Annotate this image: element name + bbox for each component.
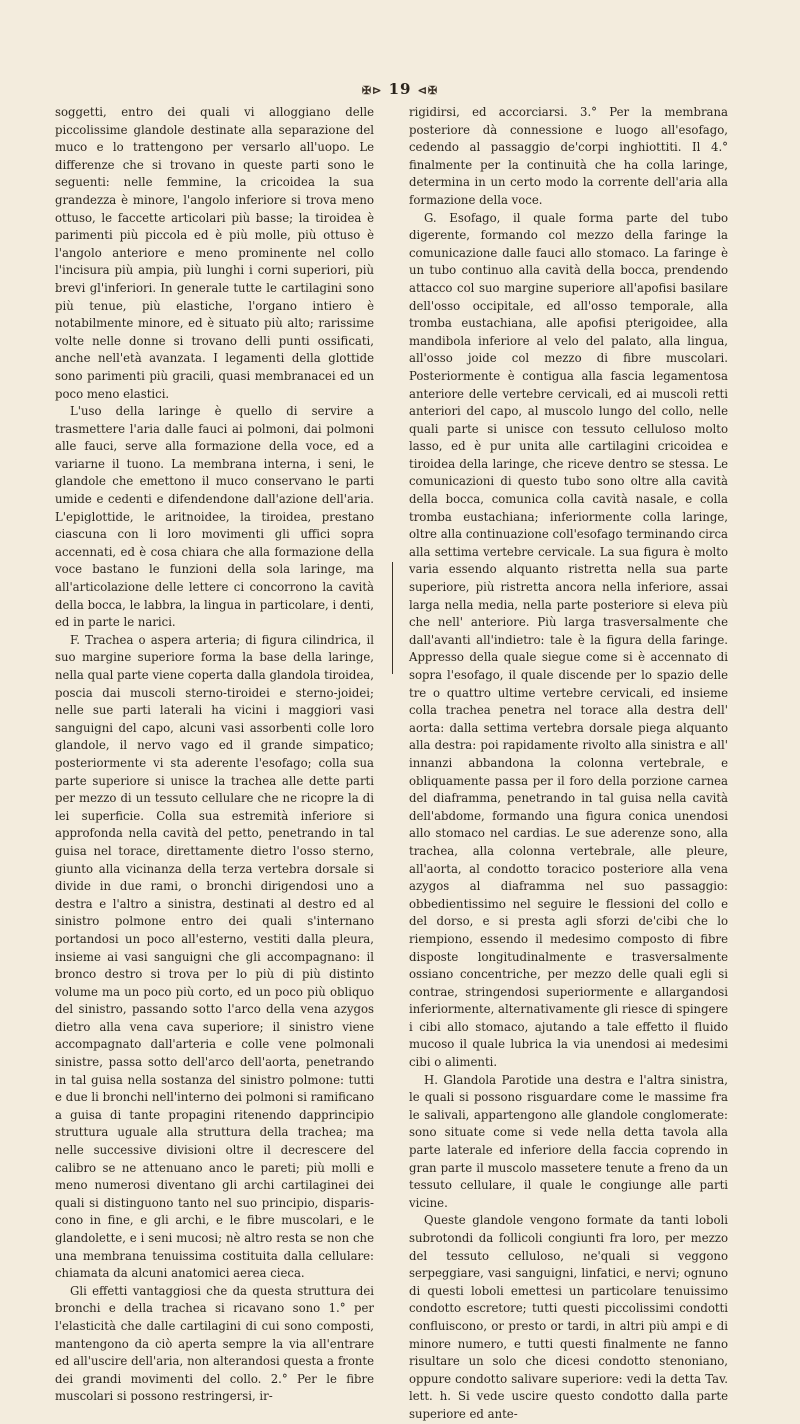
right-ornament-icon: ⊲✠ (417, 84, 439, 97)
paragraph: Gli effetti vantaggiosi che da questa struttura dei bronchi e della trachea si ricavano sono 1.° per l'elasticità che dalle cartilagini di cui sono composti, mantengono da ciò aperta sempre la via all'entrare ed all'uscire dell'aria, non alterandosi questa a fronte dei grandi movimenti del collo. 2.° Per le fibre muscolari si possono restringersi, ir- (55, 1283, 374, 1404)
left-column (55, 104, 374, 1406)
page-number: 19 (388, 80, 412, 98)
paragraph: L'uso della laringe è quello di servire a trasmettere l'aria dalle fauci ai polmoni, dai polmoni alle fauci, serve alla formazione della voce, ed a variarne il tuono. La membrana interna, i seni, le glandole che emettono il muco conservano le parti umide e cedenti e difendendone dall'azione dell'aria. L'epiglottide, le aritnoidee, la tiroidea, prestano ciascuna con li loro movimenti gli uffici sopra accennati, ed è cosa chiara che alla formazione della voce bastano le funzioni della sola laringe, ma all'articolazione delle lettere ci concorrono la cavità della bocca, le labbra, la lingua in particolare, i denti, ed in parte le narici. (55, 404, 374, 630)
paragraph: rigidirsi, ed accorciarsi. 3.° Per la membrana posteriore dà connessione e luogo all'esofago, cedendo al passaggio de'corpi inghiottiti. Il 4.° finalmente per la continuità che ha colla laringe, determina in un certo modo la corrente dell'aria alla formazione della voce. (409, 105, 728, 207)
paragraph: soggetti, entro dei quali vi alloggiano delle piccolissime glandole destinate alla separazione del muco e lo trattengono per versarlo all'uopo. Le differenze che si trovano in queste parti sono le seguenti: nelle femmine, la cricoidea la sua grandezza è minore, l'angolo inferiore si trova meno ottuso, le faccette articolari più basse; la tiroidea è parimenti più piccola ed è più molle, più ottuso è l'angolo anteriore e meno prominente nel collo l'incisura più ampia, più lunghi i corni superiori, più brevi gl'inferiori. In generale tutte le cartilagini sono più tenue, più elastiche, l'organo intiero è notabilmente minore, ed è situato più alto; rarissime volte nelle donne si trovano delli punti ossificati, anche nell'età avanzata. I legamenti della glottide sono parimenti più gracili, quasi membranacei ed un poco meno elastici. (55, 105, 374, 401)
paragraph: Queste glandole vengono formate da tanti loboli subrotondi da follicoli congiunti fra loro, per mezzo del tessuto celluloso, ne'quali si veggono serpeggiare, vasi sanguigni, linfatici, e nervi; ognuno di questi loboli emettesi un particolare tenuissimo condotto escretore; tutti questi piccolissimi condotti confluiscono, or presto or tardi, in altri più ampi e di minore numero, e tutti questi finalmente ne fanno risultare un solo che dicesi condotto stenoniano, oppure condotto salivare superiore: vedi la detta Tav. lett. h. Si vede uscire questo condotto dalla parte superiore ed ante- (409, 1213, 728, 1421)
paragraph: F. Trachea o aspera arteria; di figura cilindrica, il suo margine superiore forma la base della laringe, nella qual parte viene coperta dalla glandola tiroidea, poscia dai muscoli sterno-tiroidei e sterno-joidei; nelle sue parti laterali ha vicini i maggiori vasi sanguigni del capo, alcuni vasi assorbenti colle loro glandole, il nervo vago ed il grande simpatico; posteriormente vi sta aderente l'esofago; colla sua parte superiore si unisce la trachea alle dette parti per mezzo di un tessuto cellulare che ne ricopre la di lei superficie. Colla sua estremità inferiore si approfonda nella cavità del petto, penetrando in tal guisa nel torace, direttamente dietro l'osso sterno, giunto alla vicinanza della terza vertebra dorsale si divide in due rami, o bronchi dirigendosi uno a destra e l'altro a sinistra, destinati al destro ed al sinistro polmone entro dei quali s'internano portandosi un poco all'esterno, vestiti dalla pleura, insieme ai vasi sanguigni che gli accompagnano: il bronco destro si trova per lo più di più distinto volume ma un poco più corto, ed un poco più obliquo del sinistro, passando sotto l'arco della vena azygos dietro alla vena cava superiore; il sinistro viene accompagnato dall'arteria e colle vene polmonali sinistre, passa sotto dell'arco dell'aorta, penetrando in tal guisa nella sostanza del sinistro polmone: tutti e due li bronchi nell'interno dei polmoni si ramificano a guisa di tante propagini ritenendo dapprincipio struttura uguale alla struttura della trachea; ma nelle successive divisioni oltre il decrescere del calibro se ne attenuano anco le pareti; più molli e meno numerosi diventano gli archi cartilaginei dei quali si distinguono tanto nel suo principio, dispariscono in fine, e gli archi, e le fibre muscolari, e le glandolette, e i seni mucosi; nè altro resta se non che una membrana tenuissima costituita dalla cellulare: chiamata da alcuni anatomici aerea cieca. (55, 632, 374, 1281)
paragraph: G. Esofago, il quale forma parte del tubo digerente, formando col mezzo della faringe la comunicazione dalle fauci allo stomaco. La faringe è un tubo continuo alla cavità della bocca, prendendo attacco col suo margine superiore all'apofisi basilare dell'osso occipitale, ed all'osso temporale, alla tromba eustachiana, alle apofisi pterigoidee, alla mandibola inferiore al velo del palato, alla lingua, all'osso joide col mezzo di fibre muscolari. Posteriormente è contigua alla fascia legamentosa anteriore delle vertebre cervicali, ed ai muscoli retti anteriori del capo, al muscolo lungo del collo, nelle quali parte si unisce con tessuto celluloso molto lasso, ed è pur unita alle cartilagini cricoidea e tiroidea della laringe, che riceve dentro se stessa. Le comunicazioni di questo tubo sono oltre alla cavità della bocca, comunica colla cavità nasale, e colla tromba eustachiana; inferiormente colla laringe, oltre alla continuazione coll'esofago terminando circa alla settima vertebre cervicale. La sua figura è molto varia essendo alquanto ristretta nella sua parte superiore, più ristretta ancora nella inferiore, assai larga nella media, nella parte posteriore si eleva più che nell' anteriore. Più larga trasversalmente che dall'avanti all'indietro: tale è la figura della faringe. Appresso della quale siegue come si è accennato di sopra l'esofago, il quale discende per lo spazio delle tre o quattro ultime vertebre cervicali, ed insieme colla trachea penetra nel torace alla destra dell' aorta: dalla settima vertebra dorsale piega alquanto alla destra: poi rapidamente rivolto alla sinistra e all' innanzi abbandona la colonna vertebrale, e obliquamente passa per il foro della porzione carnea del diaframma, penetrando in tal guisa nella cavità dell'abdome, formando una figura conica unendosi allo stomaco nel cardias. Le sue aderenze sono, alla trachea, alla colonna vertebrale, alle pleure, all'aorta, al condotto toracico posteriore alla vena azygos al diaframma nel suo passaggio: obbedientissimo nel seguire le flessioni del collo e del dorso, e si presta agli sforzi de'cibi che lo riempiono, essendo il medesimo composto di fibre disposte longitudinalmente e trasversalmente ossiano concentriche, per mezzo delle quali egli si contrae, stringendosi superiormente e allargandosi inferiormente, alternativamente gli riesce di spingere i cibi allo stomaco, ajutando a tale effetto il fluido mucoso il quale lubrica la via unendosi ai medesimi cibi o alimenti. (409, 210, 728, 1070)
column-divider (392, 562, 393, 674)
paragraph: H. Glandola Parotide una destra e l'altra sinistra, le quali si possono risguardare come le massime fra le salivali, appartengono alle glandole conglomerate: sono situate come si vede nella detta tavola alla parte laterale ed inferiore della faccia coprendo in gran parte il muscolo massetere tenute a freno da un tessuto cellulare, il quale le congiunge alle parti vicine. (409, 1072, 728, 1210)
left-ornament-icon: ✠⊳ (361, 84, 383, 97)
right-column (409, 104, 728, 1424)
page-header (0, 80, 800, 98)
